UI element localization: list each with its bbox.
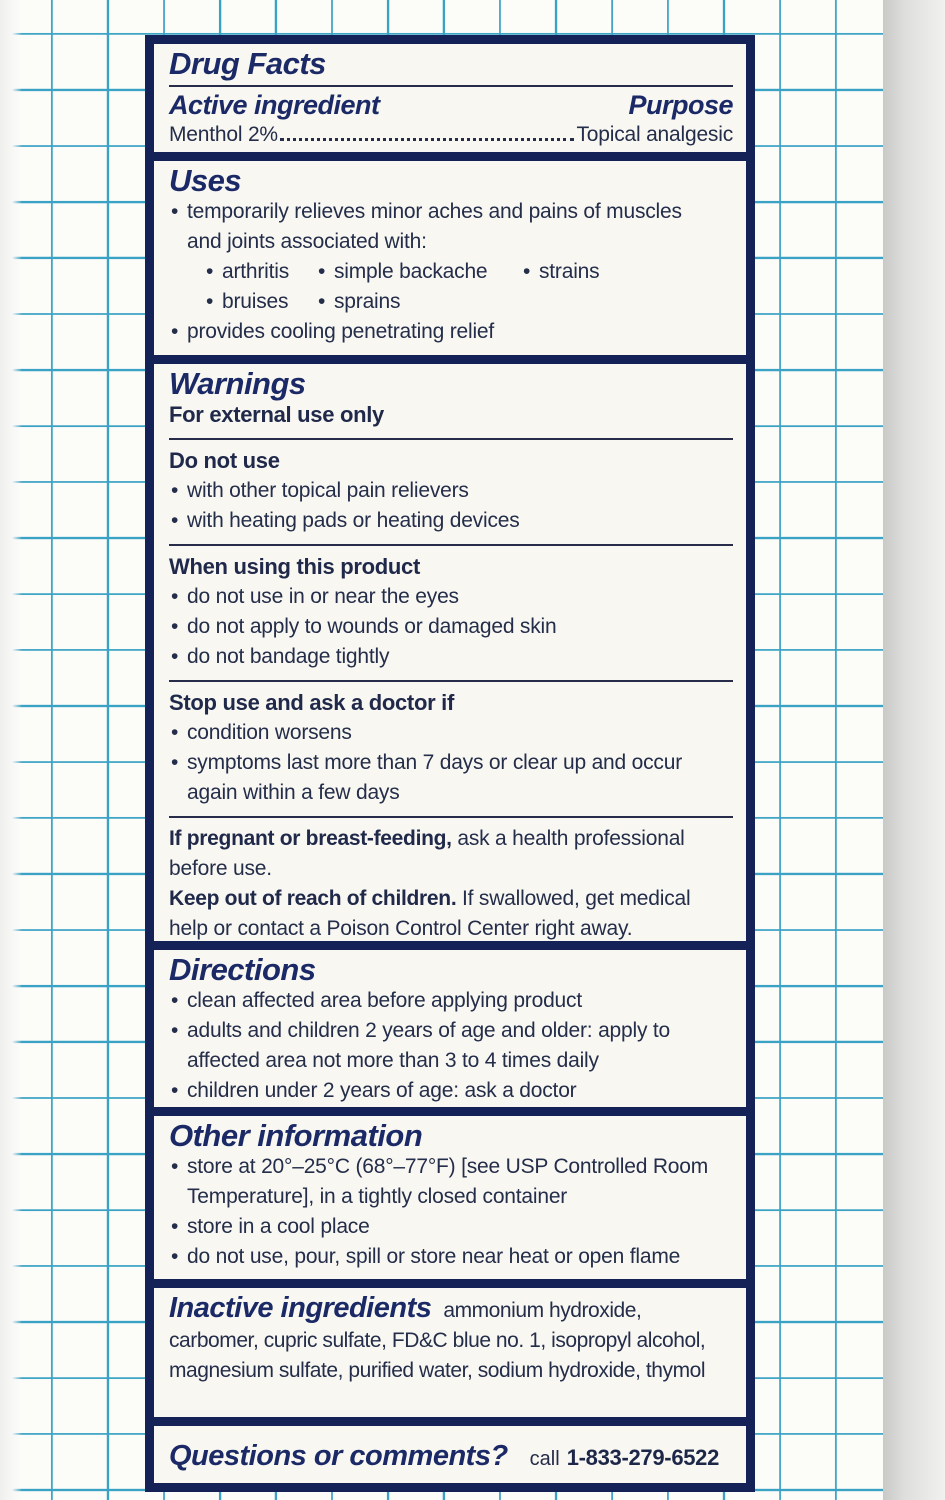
paper-right-edge	[883, 0, 945, 1500]
uses-sub-backache: • simple backache	[318, 257, 523, 287]
children-statement-rest: If swallowed, get medical help or contact a Poison Control Center right away.	[169, 887, 691, 940]
uses-heading: Uses	[169, 163, 242, 198]
warnings-divider-4	[169, 816, 733, 818]
title-divider	[169, 85, 733, 87]
uses-sub-sprains: • sprains	[318, 287, 400, 317]
uses-bullet-1: • temporarily relieves minor aches and pains of muscles and joints associated with:	[169, 197, 717, 257]
inactive-ingredients-paragraph	[169, 1291, 733, 1386]
uses-sub-bullets-row-2	[206, 287, 733, 317]
pregnant-statement-bold: If pregnant or breast-feeding,	[169, 827, 452, 850]
drug-facts-title: Drug Facts	[169, 46, 326, 81]
paper-left-edge	[0, 0, 22, 1500]
active-ingredient-header-row	[169, 90, 733, 120]
other-info-bullet-2: • store in a cool place	[169, 1212, 733, 1242]
children-statement-bold: Keep out of reach of children.	[169, 887, 457, 910]
inactive-ingredients-heading: Inactive ingredients	[169, 1292, 432, 1324]
when-using-bullet-3: • do not bandage tightly	[169, 642, 733, 672]
do-not-use-bullet-2: • with heating pads or heating devices	[169, 506, 733, 536]
directions-bullet-3: • children under 2 years of age: ask a doctor	[169, 1076, 733, 1106]
warnings-heading: Warnings	[169, 366, 306, 401]
warnings-divider-1	[169, 438, 733, 440]
stop-use-bullet-2: • symptoms last more than 7 days or clear up and occur again within a few days	[169, 748, 721, 808]
stop-use-heading: Stop use and ask a doctor if	[169, 690, 454, 715]
active-ingredient-heading: Active ingredient	[169, 90, 380, 120]
pregnant-statement	[169, 824, 729, 884]
ingredient-purpose: Topical analgesic	[576, 123, 733, 146]
other-information-heading: Other information	[169, 1118, 423, 1153]
active-ingredient-row	[169, 120, 733, 150]
dot-leader	[280, 138, 575, 141]
directions-heading: Directions	[169, 952, 316, 987]
warnings-divider-3	[169, 680, 733, 682]
other-info-bullet-1: • store at 20°–25°C (68°–77°F) [see USP Controlled Room Temperature], in a tightly closed container	[169, 1152, 731, 1212]
uses-sub-arthritis: • arthritis	[206, 257, 318, 287]
do-not-use-bullet-1: • with other topical pain relievers	[169, 476, 733, 506]
purpose-heading: Purpose	[628, 90, 733, 120]
uses-bullet-2: • provides cooling penetrating relief	[169, 317, 733, 347]
directions-bullet-1: • clean affected area before applying product	[169, 986, 733, 1016]
drug-facts-label	[145, 35, 755, 1492]
do-not-use-heading: Do not use	[169, 448, 280, 473]
uses-section	[154, 152, 746, 355]
external-use-statement: For external use only	[169, 402, 384, 427]
pregnant-statement-rest: ask a health professional before use.	[169, 827, 685, 880]
header-section	[154, 44, 746, 152]
when-using-bullet-2: • do not apply to wounds or damaged skin	[169, 612, 733, 642]
when-using-bullet-1: • do not use in or near the eyes	[169, 582, 733, 612]
questions-section	[154, 1417, 746, 1483]
children-statement	[169, 884, 733, 941]
other-info-bullet-3: • do not use, pour, spill or store near heat or open flame	[169, 1242, 733, 1272]
call-label: call	[529, 1448, 560, 1470]
warnings-section	[154, 355, 746, 941]
uses-sub-bullets-row-1	[206, 257, 733, 287]
ingredient-name: Menthol 2%	[169, 123, 278, 146]
stop-use-bullet-1: • condition worsens	[169, 718, 733, 748]
directions-section	[154, 941, 746, 1107]
phone-number: 1-833-279-6522	[566, 1445, 720, 1470]
uses-sub-bruises: • bruises	[206, 287, 318, 317]
warnings-divider-2	[169, 544, 733, 546]
questions-heading: Questions or comments?	[169, 1440, 508, 1472]
inactive-ingredients-section	[154, 1279, 746, 1417]
when-using-heading: When using this product	[169, 554, 420, 579]
directions-bullet-2: • adults and children 2 years of age and older: apply to affected area not more than 3 to 4 times daily	[169, 1016, 729, 1076]
uses-sub-strains: • strains	[523, 257, 599, 287]
inactive-ingredients-list: ammonium hydroxide, carbomer, cupric sulfate, FD&C blue no. 1, isopropyl alcohol, magnesium sulfate, purified water, sodium hydroxide, thymol	[169, 1299, 706, 1382]
other-information-section	[154, 1107, 746, 1279]
